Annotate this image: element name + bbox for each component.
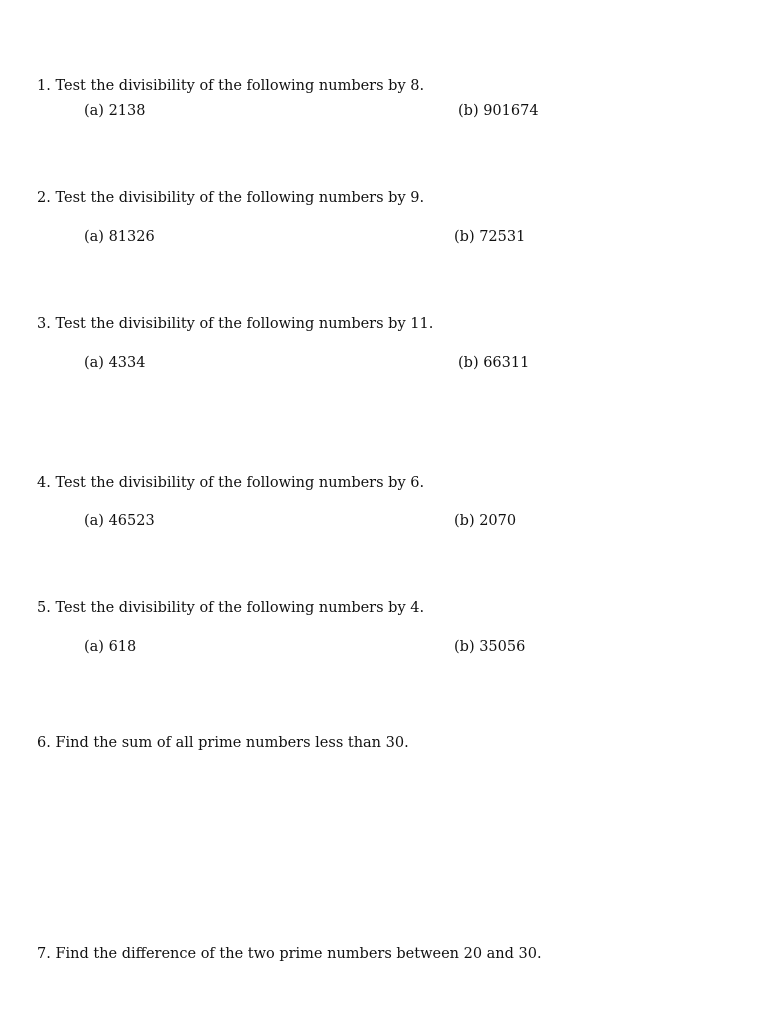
question-5-option-a: (a) 618 (84, 639, 137, 655)
question-4-option-b: (b) 2070 (454, 513, 517, 529)
question-1: 1. Test the divisibility of the following numbers by 8. (37, 78, 425, 94)
question-5: 5. Test the divisibility of the following numbers by 4. (37, 600, 425, 616)
question-1-option-a: (a) 2138 (84, 103, 146, 119)
question-7: 7. Find the difference of the two prime numbers between 20 and 30. (37, 946, 542, 962)
question-1-option-b: (b) 901674 (458, 103, 539, 119)
question-2: 2. Test the divisibility of the following numbers by 9. (37, 190, 425, 206)
question-4: 4. Test the divisibility of the following numbers by 6. (37, 475, 425, 491)
question-4-option-a: (a) 46523 (84, 513, 155, 529)
question-2-option-a: (a) 81326 (84, 229, 155, 245)
question-3: 3. Test the divisibility of the following numbers by 11. (37, 316, 434, 332)
question-3-option-b: (b) 66311 (458, 355, 530, 371)
question-3-option-a: (a) 4334 (84, 355, 146, 371)
question-2-option-b: (b) 72531 (454, 229, 526, 245)
question-5-option-b: (b) 35056 (454, 639, 526, 655)
question-6: 6. Find the sum of all prime numbers less than 30. (37, 735, 409, 751)
